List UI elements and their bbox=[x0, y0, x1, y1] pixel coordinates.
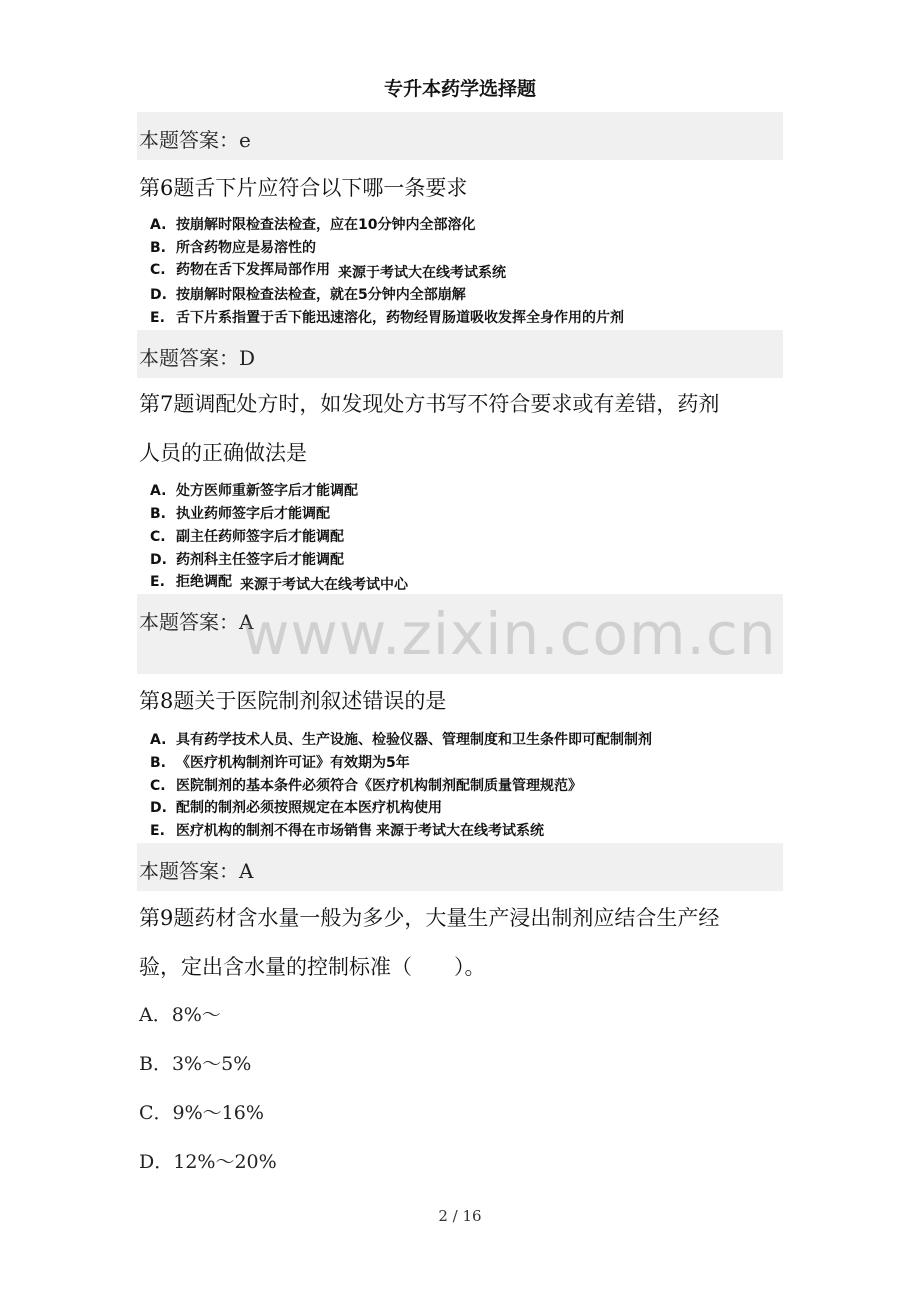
option-text: 药物在舌下发挥局部作用 bbox=[176, 262, 330, 278]
option-q6-c bbox=[150, 259, 506, 279]
option-text: 执业药师签字后才能调配 bbox=[176, 506, 330, 522]
option-q9-a: A．8%～ bbox=[139, 1004, 221, 1026]
answer-text: 本题答案：e bbox=[139, 128, 251, 152]
option-text: 舌下片系指置于舌下能迅速溶化，药物经胃肠道吸收发挥全身作用的片剂 bbox=[176, 310, 624, 326]
question-title-q7-line2: 人员的正确做法是 bbox=[139, 441, 307, 465]
option-q7-c bbox=[150, 526, 344, 546]
option-letter: E. bbox=[150, 310, 165, 326]
option-q8-b bbox=[150, 752, 410, 772]
question-title-q9-line1: 第9题药材含水量一般为多少，大量生产浸出制剂应结合生产经 bbox=[139, 906, 720, 930]
option-q6-d bbox=[150, 284, 466, 304]
option-letter: D. bbox=[150, 552, 167, 568]
source-note: 来源于考试大在线考试系统 bbox=[338, 265, 506, 281]
option-text: 按崩解时限检查法检查，就在5分钟内全部崩解 bbox=[176, 287, 466, 303]
option-text: 配制的制剂必须按照规定在本医疗机构使用 bbox=[176, 800, 442, 816]
answer-bar-q6 bbox=[137, 330, 783, 378]
option-q9-c: C．9%～16% bbox=[139, 1102, 264, 1124]
option-text: 拒绝调配 bbox=[176, 574, 232, 590]
option-letter: C. bbox=[150, 262, 166, 278]
source-note: 来源于考试大在线考试系统 bbox=[376, 823, 544, 839]
option-q8-d bbox=[150, 797, 442, 817]
option-q7-e bbox=[150, 571, 408, 591]
option-text: 具有药学技术人员、生产设施、检验仪器、管理制度和卫生条件即可配制制剂 bbox=[176, 732, 652, 748]
option-text: 医疗机构的制剂不得在市场销售 bbox=[176, 823, 372, 839]
page-number: 2 / 16 bbox=[438, 1207, 482, 1225]
question-title-q7-line1: 第7题调配处方时，如发现处方书写不符合要求或有差错，药剂 bbox=[139, 392, 720, 416]
option-letter: D. bbox=[150, 800, 167, 816]
option-text: 医院制剂的基本条件必须符合《医疗机构制剂配制质量管理规范》 bbox=[176, 778, 582, 794]
answer-text: 本题答案：D bbox=[139, 346, 256, 370]
answer-text: 本题答案：A bbox=[139, 610, 254, 634]
answer-bar-q8 bbox=[137, 843, 783, 891]
option-letter: A. bbox=[150, 217, 167, 233]
option-letter: B. bbox=[150, 240, 166, 256]
option-q7-b bbox=[150, 503, 330, 523]
source-note: 来源于考试大在线考试中心 bbox=[240, 577, 408, 593]
option-letter: A. bbox=[150, 732, 167, 748]
option-text: 副主任药师签字后才能调配 bbox=[176, 529, 344, 545]
question-title-q6: 第6题舌下片应符合以下哪一条要求 bbox=[139, 176, 468, 200]
option-letter: E. bbox=[150, 574, 165, 590]
option-q9-b: B．3%～5% bbox=[139, 1053, 252, 1075]
option-q9-d: D．12%～20% bbox=[139, 1151, 277, 1173]
option-letter: B. bbox=[150, 755, 166, 771]
watermark: www.zixin.com.cn bbox=[242, 600, 777, 668]
option-letter: E. bbox=[150, 823, 165, 839]
option-q6-b bbox=[150, 237, 316, 257]
option-text: 所含药物应是易溶性的 bbox=[176, 240, 316, 256]
option-q8-a bbox=[150, 729, 652, 749]
option-q7-d bbox=[150, 549, 344, 569]
option-letter: B. bbox=[150, 506, 166, 522]
question-title-q8: 第8题关于医院制剂叙述错误的是 bbox=[139, 689, 447, 713]
option-q8-c bbox=[150, 775, 582, 795]
option-letter: A. bbox=[150, 483, 167, 499]
option-q7-a bbox=[150, 480, 358, 500]
option-text: 处方医师重新签字后才能调配 bbox=[176, 483, 358, 499]
option-letter: C. bbox=[150, 778, 166, 794]
option-letter: C. bbox=[150, 529, 166, 545]
answer-text: 本题答案：A bbox=[139, 859, 254, 883]
option-text: 按崩解时限检查法检查，应在10分钟内全部溶化 bbox=[176, 217, 476, 233]
option-text: 《医疗机构制剂许可证》有效期为5年 bbox=[176, 755, 410, 771]
option-q6-a bbox=[150, 214, 475, 234]
answer-bar-q5 bbox=[137, 112, 783, 160]
option-q8-e bbox=[150, 820, 544, 840]
question-title-q9-line2: 验，定出含水量的控制标准（ ）。 bbox=[139, 955, 486, 979]
option-letter: D. bbox=[150, 287, 167, 303]
page-title: 专升本药学选择题 bbox=[383, 78, 536, 100]
option-text: 药剂科主任签字后才能调配 bbox=[176, 552, 344, 568]
option-q6-e bbox=[150, 307, 624, 327]
